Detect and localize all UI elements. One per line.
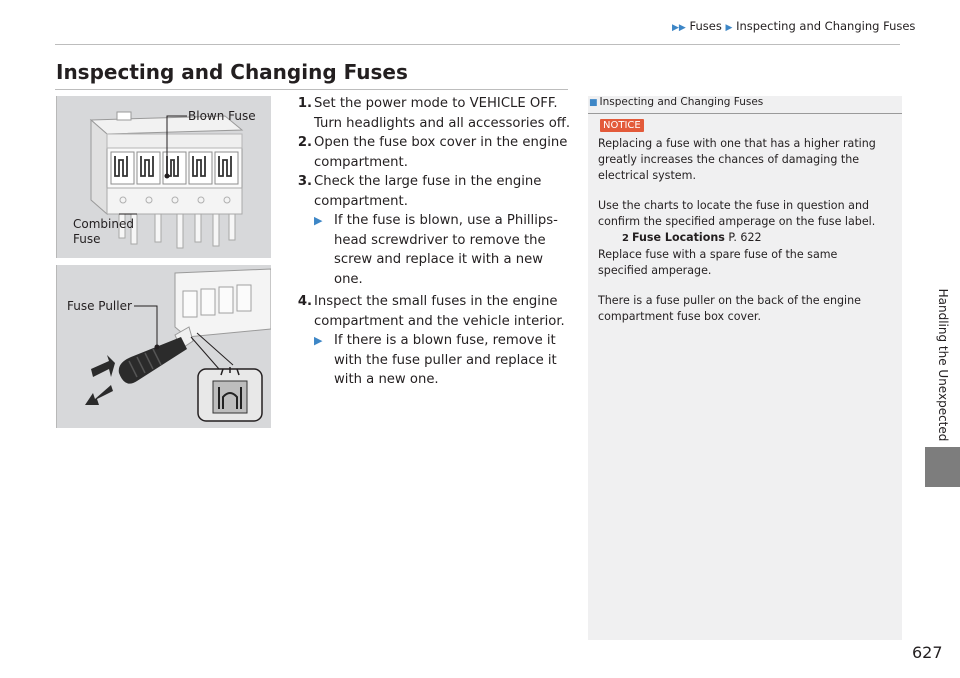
steps-list: [286, 94, 571, 390]
title-underline: [55, 89, 568, 90]
notice-text: Replacing a fuse with one that has a higher rating greatly increases the chances of damaging the electrical system.: [598, 137, 876, 182]
step-item: [286, 292, 571, 331]
blown-fuse-label: Blown Fuse: [188, 109, 256, 123]
chapter-side-tab-label: Handling the Unexpected: [936, 288, 950, 442]
step-number: 2.: [297, 135, 312, 150]
step-text: Inspect the small fuses in the engine compartment and the vehicle interior.: [314, 294, 565, 329]
breadcrumb: [672, 19, 915, 33]
chapter-side-tab[interactable]: [925, 290, 960, 440]
note-paragraph: Replace fuse with a spare fuse of the same specified amperage.: [598, 248, 838, 277]
substep-item: [286, 211, 571, 289]
xref-page: P. 622: [728, 231, 762, 244]
note-panel: [588, 96, 902, 640]
fuse-box-figure: [56, 96, 271, 258]
step-item: [286, 133, 571, 172]
note-heading-text: Inspecting and Changing Fuses: [599, 96, 764, 108]
page-number: 627: [912, 643, 943, 662]
step-number: 3.: [297, 174, 312, 189]
xref-title[interactable]: Fuse Locations: [631, 231, 725, 244]
step-number: 1.: [297, 96, 312, 111]
breadcrumb-arrow-icon: ▶: [725, 23, 733, 33]
notice-badge: NOTICE: [600, 119, 644, 132]
substep-arrow-icon: ▶: [314, 334, 323, 347]
breadcrumb-item-fuses[interactable]: Fuses: [689, 19, 722, 33]
substep-item: [286, 331, 571, 390]
cross-reference-icon: 2: [622, 233, 629, 244]
substep-text: If the fuse is blown, use a Phillips-head screwdriver to remove the screw and replace it with a new one.: [334, 213, 558, 287]
note-marker-icon: ■: [589, 98, 598, 108]
note-paragraph: There is a fuse puller on the back of the engine compartment fuse box cover.: [598, 294, 861, 323]
fuse-puller-label: Fuse Puller: [67, 299, 132, 313]
page-title: Inspecting and Changing Fuses: [56, 60, 408, 84]
note-paragraph: Use the charts to locate the fuse in question and confirm the specified amperage on the fuse label.: [598, 199, 876, 228]
fuse-puller-figure: [56, 265, 271, 428]
step-text: Check the large fuse in the engine compartment.: [314, 174, 542, 209]
combined-fuse-label-line1: Combined: [73, 217, 134, 231]
step-text: Open the fuse box cover in the engine compartment.: [314, 135, 568, 170]
combined-fuse-label: [73, 217, 134, 247]
step-number: 4.: [297, 294, 312, 309]
substep-arrow-icon: ▶: [314, 214, 323, 227]
step-text: Set the power mode to VEHICLE OFF. Turn headlights and all accessories off.: [314, 96, 571, 131]
substep-text: If there is a blown fuse, remove it with the fuse puller and replace it with a new one.: [334, 333, 557, 387]
note-heading: [588, 96, 902, 114]
fuse-puller-illustration: [57, 265, 271, 428]
step-item: [286, 172, 571, 211]
breadcrumb-arrow-icon: ▶▶: [672, 23, 686, 33]
header-divider: [55, 44, 900, 45]
combined-fuse-label-line2: Fuse: [73, 232, 101, 246]
step-item: [286, 94, 571, 133]
note-body: [598, 136, 890, 325]
fuse-locations-link[interactable]: [598, 230, 890, 247]
breadcrumb-item-current[interactable]: Inspecting and Changing Fuses: [736, 19, 916, 33]
chapter-marker-box: [925, 447, 960, 487]
